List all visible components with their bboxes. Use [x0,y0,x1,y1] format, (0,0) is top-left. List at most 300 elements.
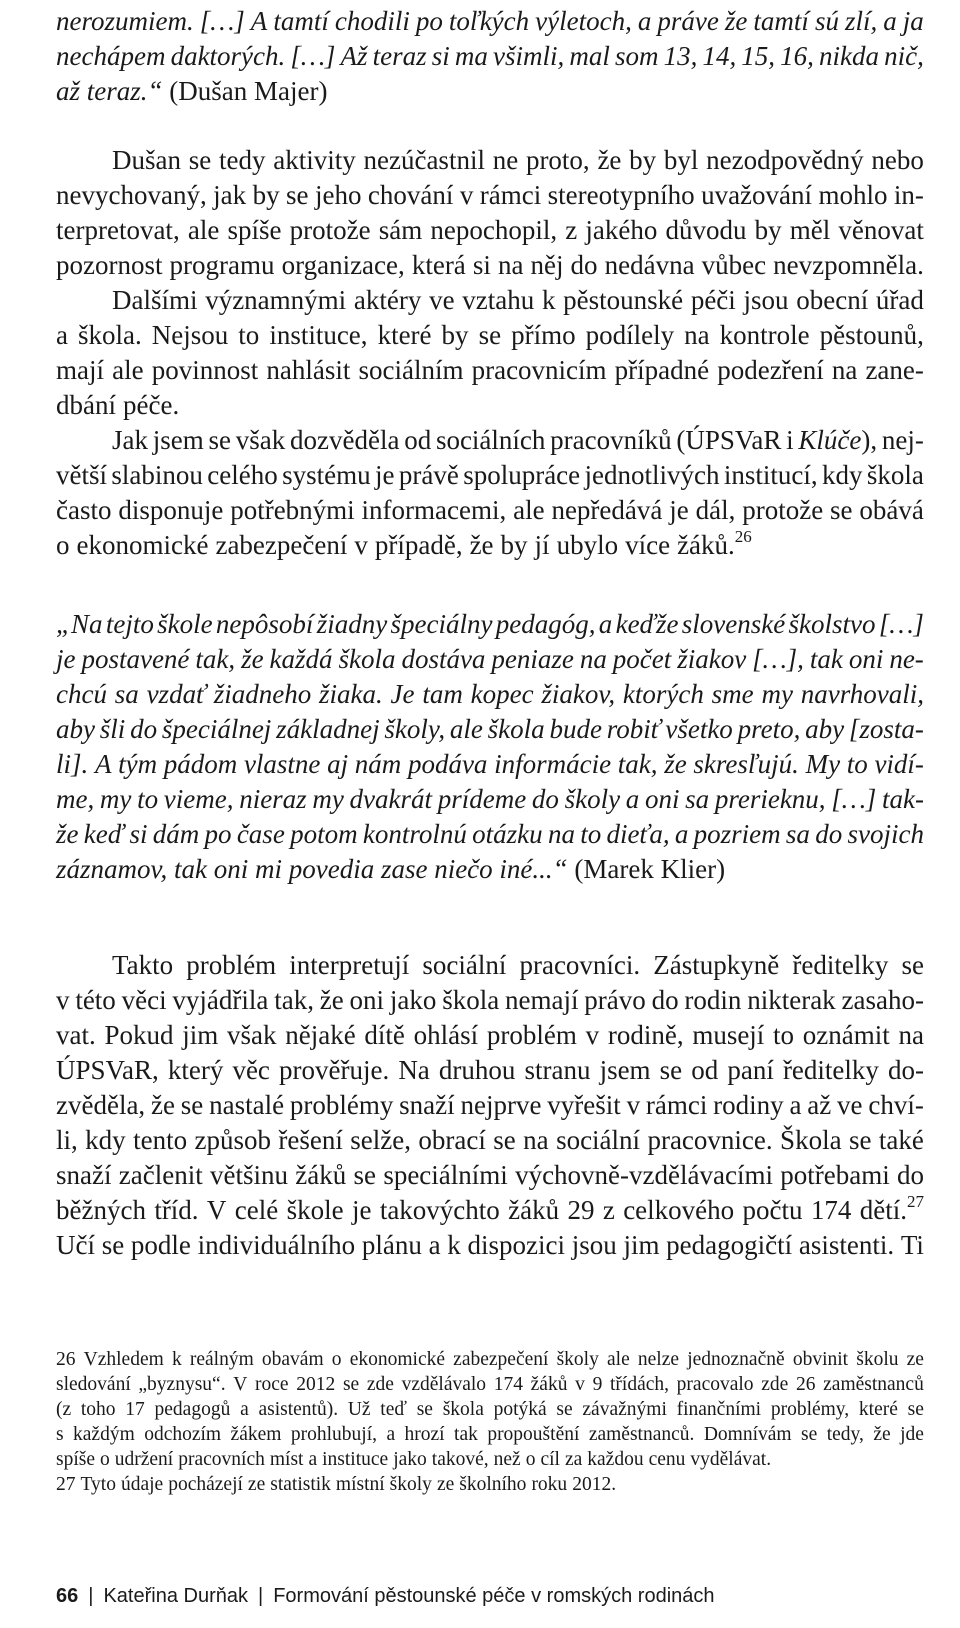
word: do- [888,1055,924,1085]
word: li]. [56,749,89,779]
word: se [848,1125,872,1155]
word: aby [56,714,95,744]
word: celého [207,460,278,490]
word: byl [663,145,699,175]
word: je [374,460,395,490]
word: Zástupkyně [653,950,780,980]
word: věnovat [838,215,924,245]
word: keďže [615,609,679,639]
word: ekonomické [349,1349,446,1370]
word: špeciálny [390,609,493,639]
word: ze [436,1474,455,1495]
word: rodině, [607,1020,684,1050]
word: tříd. [154,1195,199,1225]
word: dispozici [467,1230,565,1260]
word: li, [56,1125,78,1155]
word: dostáva [401,644,486,674]
word: škola [866,460,924,490]
word: které [858,1399,898,1420]
word: se [353,1160,377,1190]
word: vztahu [462,285,535,315]
word: zde [761,1374,789,1395]
word: rámci [645,1090,708,1120]
word: (z [56,1399,72,1420]
word: obavám [261,1349,324,1370]
word: Nejsou [151,320,229,350]
word: jsem [152,425,204,455]
word: po [415,6,443,36]
word: tamtí [273,6,329,36]
word: tak, [195,644,236,674]
word: nedávna [604,250,695,280]
word: pracovnicím [471,355,607,385]
word: ze [906,1349,924,1370]
word: odchozím [144,1424,222,1445]
word: v [459,180,474,210]
word: významnými [205,285,347,315]
word: že [469,530,494,560]
word: My [805,749,841,779]
word: finančními [676,1399,762,1420]
word: vyřešit [547,1090,621,1120]
word: (ÚPSVaR [676,425,782,455]
word: až [807,1090,832,1120]
word: cenu [648,1449,686,1470]
word: potřebnými [230,495,355,525]
quote-line [56,782,924,816]
word: že [151,1090,175,1120]
word: informácie [494,749,612,779]
word: celkového [623,1195,735,1225]
word: školy [556,1349,599,1370]
word: školy, [384,714,446,744]
word: ja [902,6,924,36]
word: to [580,819,602,849]
word: podezření [717,355,824,385]
word: dozvěděla [290,425,400,455]
word: vyjádřila [172,985,269,1015]
word: tento [133,1125,188,1155]
word: nikda [819,41,880,71]
word: to [846,749,868,779]
word: místní [335,1474,385,1495]
word: škola. [78,320,142,350]
word: nechápem [56,41,166,71]
word: Škola [780,1125,842,1155]
word: pocházejí [168,1474,243,1495]
word: propouštění [487,1424,580,1445]
word: chví- [868,1090,924,1120]
word: v [354,530,368,560]
word: Tyto [80,1474,116,1495]
word: vat. [56,1020,96,1050]
word: Až [340,41,368,71]
word: 16, [780,41,814,71]
word: interpretují [289,950,410,980]
footer-separator-2: | [257,1585,264,1607]
word: „Na [56,609,103,639]
word: sa [685,784,710,814]
word: nepôsobí [215,609,314,639]
word: žiadneho [213,679,312,709]
word: takovýchto [379,1195,500,1225]
word: a [789,1090,802,1120]
word: disponuje [118,495,224,525]
word: od [691,1055,719,1085]
word: oznámit [802,1020,890,1050]
word: statistik [270,1474,331,1495]
word: ale [607,1349,630,1370]
quote-line [56,607,924,641]
word: ředitelky [792,950,889,980]
text-line [56,39,924,73]
word: vidí- [874,749,924,779]
word: mohlo [818,180,888,210]
word: sociálním [358,355,464,385]
quote-line [56,817,924,851]
word: spíše [227,215,282,245]
word: než [493,1449,521,1470]
word: in- [893,180,924,210]
word: ve [837,1090,863,1120]
footnote-line [56,1472,924,1497]
word: stereotypního [547,180,695,210]
word: škole [286,1195,344,1225]
text-line [56,1018,924,1052]
word: se [907,1399,924,1420]
word: také [878,1125,924,1155]
word: 26 [56,1349,76,1370]
word: v [56,985,70,1015]
word: o [100,1449,110,1470]
text-line [56,1158,924,1192]
word: nej- [881,425,924,455]
word: Už [347,1399,371,1420]
word: právo [584,985,646,1015]
word: do [815,819,843,849]
word: jednoznačně [687,1349,785,1370]
word: tedy, [826,1424,864,1445]
word: 174 [493,1374,523,1395]
word: nevzpomněla. [773,250,924,280]
word: školního [459,1474,527,1495]
word: a [428,1230,441,1260]
word: kontrole [719,320,810,350]
word: prídeme [437,784,527,814]
word: se [286,180,309,210]
word: v [585,1020,600,1050]
word: pracovnice. [647,1125,773,1155]
word: by [629,145,657,175]
footnote-line [56,1447,924,1472]
word: kdy [85,1125,126,1155]
word: zabezpečení [215,530,348,560]
word: si [129,819,148,849]
word: žiaka. [319,679,383,709]
text-line [56,983,924,1017]
word: jsem [599,1055,651,1085]
word: Vzhledem [83,1349,164,1370]
word: aby [805,714,845,744]
text-line [112,948,924,982]
word: nelze [637,1349,680,1370]
word: tedy [219,145,266,175]
word: individuálního [197,1230,356,1260]
word: to [238,320,260,350]
word: každou [587,1449,644,1470]
word: ne [492,145,519,175]
word: Takto [112,950,174,980]
quote-line [56,642,924,676]
word: však [227,1020,277,1050]
word: z [602,1195,615,1225]
word: nezúčastnil [363,145,485,175]
word: nevychovaný, [56,180,207,210]
word: více [625,530,671,560]
word: že [319,985,344,1015]
word: A [94,749,112,779]
word: ve [429,285,455,315]
word: se [801,1424,818,1445]
word: ale [449,714,483,744]
word: v [575,1374,585,1395]
word: mají [56,355,104,385]
word: že [597,145,622,175]
word: chcú [56,679,107,709]
footnote-line [56,1372,924,1397]
word: obvinit [792,1349,849,1370]
word: proto, [525,145,590,175]
word: navrhovali, [800,679,924,709]
word: V [233,1374,248,1395]
word: zlí, [844,6,878,36]
word: protože [742,495,824,525]
word: prověřuje. [279,1055,390,1085]
word: sám [378,215,423,245]
word: na [831,355,858,385]
word: problém [486,1020,577,1050]
word: všimli, [492,41,565,71]
word: svojich [847,819,924,849]
word: dětí.$^{27}$ [859,1192,924,1225]
word: do [896,1160,924,1190]
word: problémy [289,1090,394,1120]
word: roce [255,1374,289,1395]
word: pěstounské [563,285,684,315]
word: a [598,609,613,639]
word: výchovně-vzdělávacími [515,1160,773,1190]
word: péči [690,285,736,315]
word: pracovníků [550,425,672,455]
word: me, [56,784,95,814]
word: toho [80,1399,116,1420]
quote-last-line: záznamov, tak oni mi povedia zase niečo iné...“ [56,854,568,884]
word: se [830,495,853,525]
word: pěstounů, [819,320,924,350]
word: pracovníci. [519,950,641,980]
word: rodin [684,985,742,1015]
word: o [56,530,70,560]
word: jsou [571,1230,617,1260]
word: se [180,1090,204,1120]
word: ubylo [556,530,619,560]
word: celé [234,1195,279,1225]
word: paní [727,1055,774,1085]
word: po [204,819,232,849]
word: […], [752,644,804,674]
text-line [56,1228,924,1262]
word: aj [327,749,349,779]
word: nikterak [747,985,836,1015]
word: závažnými [582,1399,667,1420]
word: a [308,1449,318,1470]
word: programu [169,250,275,280]
word: a [386,1424,396,1445]
text-line [56,388,924,422]
word: jim [623,1230,660,1260]
word: a [883,6,897,36]
word: keď [83,819,125,849]
word: v [626,1090,641,1120]
word: sociálních [435,425,546,455]
footnote-ref: 27 [906,1192,924,1211]
word: jak [213,180,247,210]
word: obává [859,495,924,525]
word: k [541,285,556,315]
page-number: 66 [56,1585,79,1607]
word: zane- [865,355,924,385]
word: tak [454,1424,478,1445]
text-line [56,1123,924,1157]
word: jakého [585,215,658,245]
word: jde [900,1424,924,1445]
word: školy [564,784,621,814]
word: vzdať [146,679,206,709]
word: vůbec [701,250,767,280]
word: že [664,749,687,779]
word: se [659,1055,683,1085]
word: ředitelky [782,1055,879,1085]
text-line [56,248,924,282]
word: potřebami [780,1160,890,1190]
word: důvodu [665,215,747,245]
word: do [570,250,598,280]
word: údaje [120,1474,164,1495]
word: protože [289,215,371,245]
word: rodiny [713,1090,784,1120]
word: nepochopil, [430,215,558,245]
word: a [637,6,652,36]
word: větší [56,460,107,490]
word: žáků.$^{26}$ [677,527,752,560]
word: uvažování [701,180,813,210]
word: informacemi, [361,495,507,525]
word: se [188,145,212,175]
text-line [112,143,924,177]
word: právě [398,460,459,490]
word: potýká [493,1399,547,1420]
word: tak, [274,985,314,1015]
word: žiakov [677,644,747,674]
word: my [312,784,344,814]
word: způsob [194,1125,271,1155]
word: Na [398,1055,430,1085]
word: od [404,425,432,455]
word: se [342,1374,360,1395]
word: kdy [822,460,863,490]
word: této [75,985,116,1015]
word: podílely [585,320,675,350]
word: teraz [372,41,427,71]
word: jako [389,985,437,1015]
word: my [99,784,132,814]
word: dítě [364,1020,405,1050]
word: sociální [556,1125,641,1155]
word: škola [442,1399,484,1420]
word: hrozí [404,1424,445,1445]
word: by [252,180,280,210]
footnote-line [56,1397,924,1422]
word: za [564,1449,583,1470]
word: však [235,425,286,455]
word: 13, [663,41,698,71]
word: pozriem [693,819,781,849]
word: aktéry [353,285,422,315]
text-line [56,353,924,387]
word: si [431,41,450,71]
word: na [523,1125,549,1155]
footer-author: Kateřina Durňak [103,1585,248,1607]
word: dieťa, [606,819,670,849]
word: asistentů). [258,1399,339,1420]
word: se [416,1399,433,1420]
text-line [56,74,924,108]
quote-line [56,712,924,746]
word: škola [338,644,396,674]
word: s [56,1424,64,1445]
quote-attribution: (Marek Klier) [567,854,726,884]
word: ale [513,495,545,525]
word: spolupráce [463,460,581,490]
word: se [208,425,231,455]
word: do [130,714,158,744]
word: řešení [278,1125,343,1155]
word: žiakov, [541,679,616,709]
word: [zosta- [848,714,924,744]
footer-title: Formování pěstounské péče v romských rodinách [273,1585,715,1607]
word: přímo [511,320,576,350]
word: zvěděla, [56,1090,146,1120]
word: tamtí [753,6,809,36]
word: že [56,819,79,849]
word: žáků [530,1374,568,1395]
word: slovenské [681,609,786,639]
word: postavené [81,644,190,674]
footnote-ref: 26 [734,527,752,546]
word: cíl [540,1449,560,1470]
word: 9 [592,1374,603,1395]
word: škola [442,985,500,1015]
word: úřad [875,285,924,315]
word: otázku [472,819,543,849]
word: druhou [438,1055,516,1085]
quote-line [56,747,924,781]
footer-separator: | [88,1585,94,1607]
word: dvakrát [349,784,433,814]
word: Jak [112,425,148,455]
word: oni [848,644,884,674]
word: tak- [881,784,924,814]
